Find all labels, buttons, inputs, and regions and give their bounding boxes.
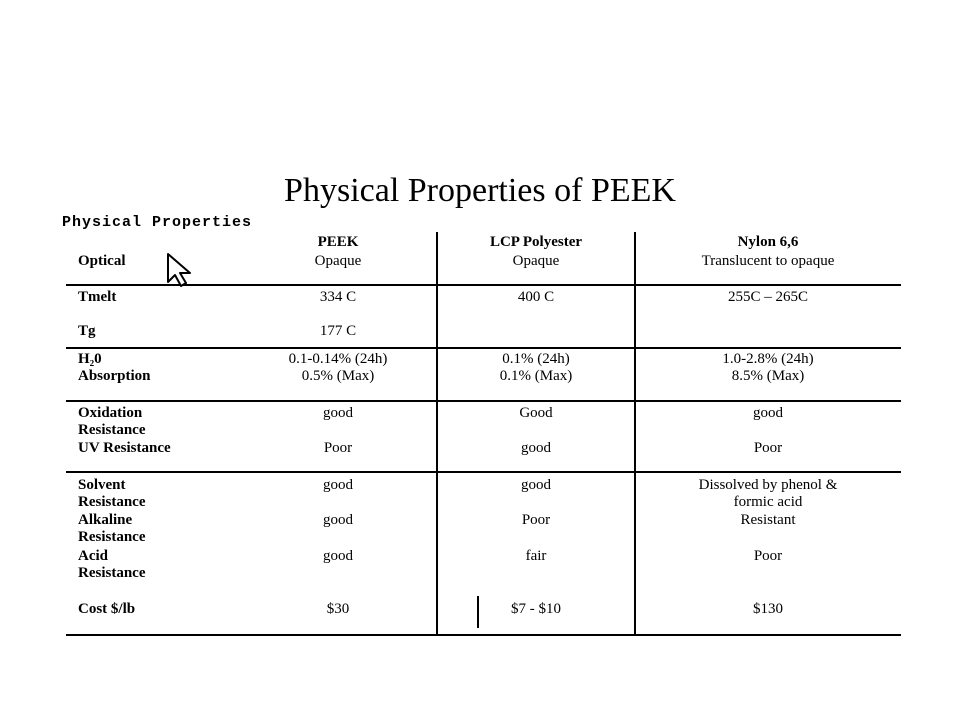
row-label-resistance: Resistance [78, 529, 146, 545]
table-cell: 8.5% (Max) [731, 368, 805, 384]
table-cell: good [323, 512, 353, 528]
row-label-absorption: Absorption [78, 368, 151, 384]
row-divider [66, 400, 901, 402]
table-cell: 255C – 265C [727, 289, 808, 305]
table-cell: 400 C [517, 289, 555, 305]
table-cell: Poor [753, 440, 783, 456]
row-label-cost: Cost $/lb [78, 601, 136, 617]
row-label-resistance: Resistance [78, 565, 146, 581]
column-header-peek: PEEK [317, 234, 359, 250]
table-cell: Poor [753, 548, 783, 564]
table-cell: 0.1% (Max) [499, 368, 573, 384]
table-cell: good [323, 548, 353, 564]
row-label-alkaline: Alkaline [78, 512, 133, 528]
table-cell: 0.1-0.14% (24h) [288, 351, 388, 367]
table-cell: 0.1% (24h) [502, 351, 570, 367]
row-label-acid: Acid [78, 548, 108, 564]
slide-title: Physical Properties of PEEK [284, 172, 676, 209]
table-cell: good [753, 405, 783, 421]
table-cell: $130 [753, 601, 783, 617]
table-cell: good [521, 440, 551, 456]
table-cell: formic acid [733, 494, 803, 510]
table-cell: 0.5% (Max) [301, 368, 375, 384]
table-cell: Poor [323, 440, 353, 456]
table-cell: fair [525, 548, 547, 564]
table-cell: $30 [326, 601, 350, 617]
arrow-cursor-icon [166, 252, 200, 292]
table-cell: Poor [521, 512, 551, 528]
table-cell: Resistant [740, 512, 796, 528]
slide-subtitle: Physical Properties [62, 214, 253, 231]
table-cell: good [521, 477, 551, 493]
table-cell: Opaque [314, 253, 362, 269]
row-label-oxidation: Oxidation [78, 405, 143, 421]
row-divider [66, 634, 901, 636]
row-label-tmelt: Tmelt [78, 289, 117, 305]
row-label-resistance: Resistance [78, 422, 146, 438]
row-divider [66, 347, 901, 349]
column-header-nylon: Nylon 6,6 [737, 234, 799, 250]
table-cell: 177 C [319, 323, 357, 339]
row-divider [66, 471, 901, 473]
row-label-tg: Tg [78, 323, 96, 339]
table-cell: $7 - $10 [511, 601, 561, 617]
table-cell: good [323, 477, 353, 493]
row-label-optical: Optical [78, 253, 126, 269]
table-cell: 334 C [319, 289, 357, 305]
table-cell: Dissolved by phenol & [698, 477, 838, 493]
row-label-uv: UV Resistance [78, 440, 171, 456]
row-label-solvent: Solvent [78, 477, 126, 493]
table-cell: 1.0-2.8% (24h) [722, 351, 814, 367]
table-cell: Translucent to opaque [701, 253, 835, 269]
column-header-lcp: LCP Polyester [489, 234, 583, 250]
table-cell: good [323, 405, 353, 421]
row-label-resistance: Resistance [78, 494, 146, 510]
table-cell: Opaque [512, 253, 560, 269]
row-label-h2o: H₂0 [78, 351, 102, 367]
table-cell: Good [519, 405, 553, 421]
